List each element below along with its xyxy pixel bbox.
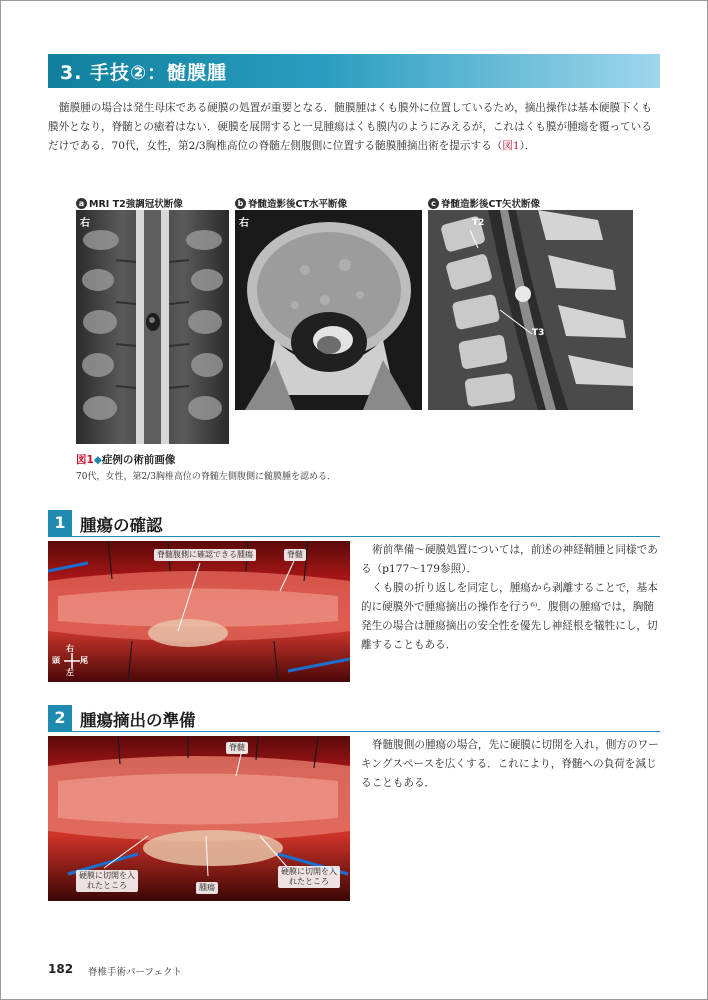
compass-cross-icon (62, 651, 82, 671)
ct-axial-graphic (235, 210, 422, 410)
intro-open-paren: （ (491, 140, 503, 152)
marker-t3: T3 (532, 328, 545, 338)
marker-t2: T2 (472, 218, 485, 228)
intro-text: 髄膜腫の場合は発生母床である硬膜の処置が重要となる．髄膜腫はくも膜外に位置しているため，摘出操作は基本硬膜下くも膜外となり，脊髄との癒着はない．硬膜を展開すると一見腫瘍はくも膜内のようにみえるが，これはくも膜が腫瘍を覆っているだけである．70代，女性，第2/3胸椎高位の脊髄左側腹側に位置する髄膜腫摘出術を提示する (48, 102, 652, 152)
diamond-icon: ◆ (93, 454, 102, 466)
panel-c-label (428, 196, 540, 210)
step-2-header (48, 705, 660, 732)
surgical-photo-1-graphic (48, 541, 350, 682)
step-2-number: 2 (48, 705, 72, 731)
step-1-paragraph-2: くも膜の折り返しを同定し，腫瘍から剥離することで，基本的に硬膜外で腫瘍摘出の操作を行う⁶⁾．腹側の腫瘍では，胸髄発生の場合は腫瘍摘出の安全性を優先し神経根を犠牲にし，切離することもある． (361, 582, 658, 651)
compass-right: 尾 (80, 656, 88, 665)
step-1-title: 腫瘍の確認 (80, 516, 163, 535)
surgical-photo-1 (48, 541, 350, 682)
step-2-title: 腫瘍摘出の準備 (80, 711, 196, 730)
figure-reference-link[interactable]: 図1 (502, 140, 520, 152)
page-number: 182 (48, 962, 74, 976)
label-dura-incision-right: 硬膜に切開を入れたところ (278, 866, 340, 888)
panel-a-letter: a (76, 198, 87, 209)
step-1-header (48, 510, 660, 537)
intro-close-paren: ）． (519, 140, 536, 152)
label-dura-incision-left: 硬膜に切開を入れたところ (76, 870, 138, 892)
step-1-body (361, 541, 661, 655)
mri-coronal-image (76, 210, 229, 444)
label-spinal-cord-1: 脊髄 (284, 549, 306, 561)
step-2-paragraph-1: 脊髄腹側の腫瘍の場合，先に硬膜に切開を入れ，側方のワーキングスペースを広くする．これにより，脊髄への負荷を減じることもある． (361, 739, 659, 789)
label-tumor-ventral: 脊髄腹側に確認できる腫瘍 (154, 549, 256, 561)
figure-number: 図1 (76, 454, 94, 466)
compass-top: 右 (66, 644, 74, 653)
panel-b-title: 脊髄造影後CT水平断像 (248, 199, 347, 210)
section-header (48, 54, 660, 88)
label-tumor-2: 腫瘍 (196, 882, 218, 894)
ct-sagittal-image (428, 210, 633, 410)
figure-caption-title (76, 452, 175, 467)
section-title: 3. 手技②：髄膜腫 (60, 62, 228, 84)
step-1-number: 1 (48, 510, 72, 536)
book-title: 脊椎手術パーフェクト (88, 967, 183, 978)
figure-caption-heading: 症例の術前画像 (101, 454, 176, 466)
panel-a-orientation: 右 (80, 218, 90, 229)
figure-caption-text: 70代，女性，第2/3胸椎高位の脊髄左側腹側に髄膜腫を認める． (76, 472, 336, 482)
panel-b-letter: b (235, 198, 246, 209)
panel-a-label (76, 196, 183, 210)
panel-c-letter: c (428, 198, 439, 209)
panel-b-label (235, 196, 347, 210)
step-2-body (361, 736, 661, 793)
panel-b-orientation: 右 (239, 218, 249, 229)
intro-paragraph (48, 99, 660, 156)
mri-coronal-graphic (76, 210, 229, 444)
surgical-photo-2 (48, 736, 350, 901)
panel-c-title: 脊髄造影後CT矢状断像 (441, 199, 540, 210)
panel-a-title: MRI T2強調冠状断像 (89, 199, 183, 210)
step-1-paragraph-1: 術前準備〜硬膜処置については，前述の神経鞘腫と同様である（p177〜179参照）． (361, 544, 658, 575)
compass-left: 頭 (52, 656, 60, 665)
ct-sagittal-graphic (428, 210, 633, 410)
label-spinal-cord-2: 脊髄 (226, 742, 248, 754)
compass-bottom: 左 (66, 668, 74, 677)
ct-axial-image (235, 210, 422, 410)
